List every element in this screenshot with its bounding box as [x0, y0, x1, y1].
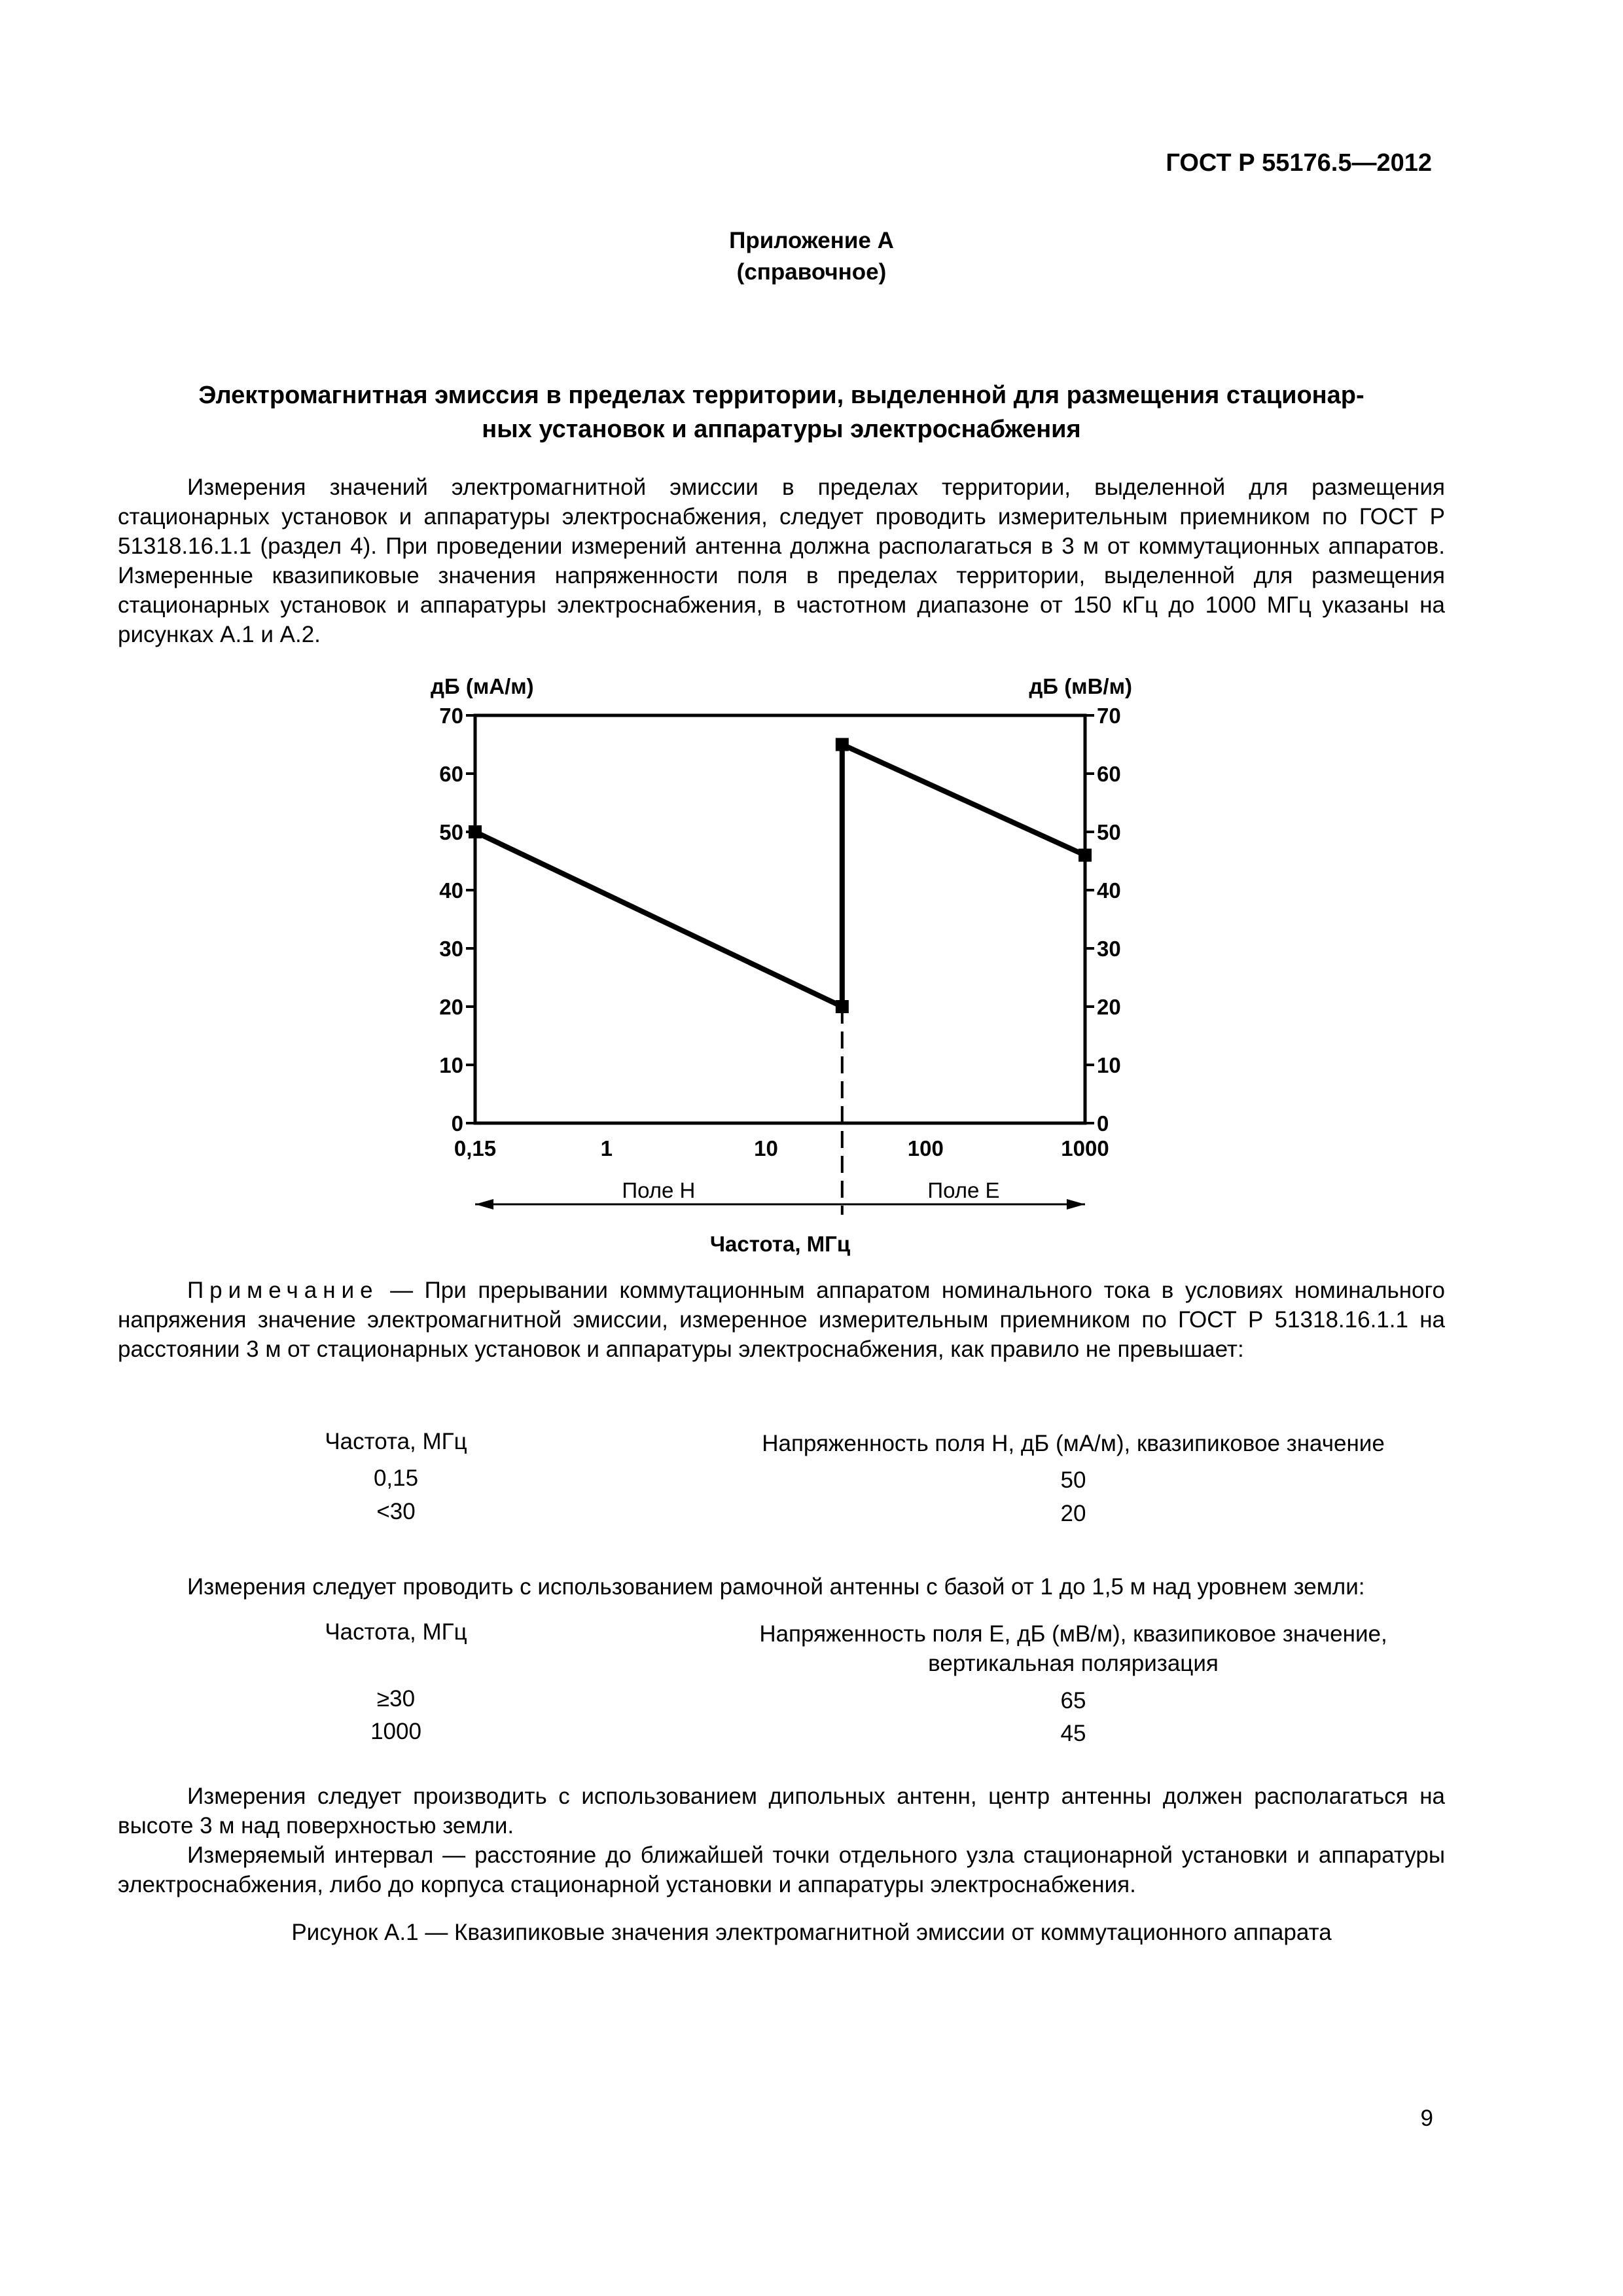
x-tick-label: 0,15 — [454, 1136, 497, 1160]
y-tick-label-right: 10 — [1097, 1053, 1121, 1077]
table1-row1-freq: 0,15 — [373, 1465, 419, 1491]
y-tick-label-left: 50 — [439, 820, 463, 844]
table1-col2-header: Напряженность поля Н, дБ (мА/м), квазипиковое значение — [762, 1431, 1385, 1456]
table1-row1-value: 50 — [1060, 1467, 1086, 1493]
data-point-marker — [469, 825, 482, 838]
page-number: 9 — [1420, 2106, 1433, 2131]
x-tick-label: 1 — [600, 1136, 613, 1160]
x-tick-label: 1000 — [1061, 1136, 1109, 1160]
table2-row1-value: 65 — [1060, 1688, 1086, 1713]
y-axis-right-label: дБ (мВ/м) — [1029, 674, 1132, 698]
y-tick-label-left: 20 — [439, 995, 463, 1019]
series-layer — [469, 738, 1092, 1014]
region-label-field-e: Поле Е — [927, 1178, 1000, 1202]
y-tick-label-left: 40 — [439, 878, 463, 903]
x-tick-label: 10 — [754, 1136, 778, 1160]
section-title-line-2: ных установок и аппаратуры электроснабжения — [482, 416, 1081, 443]
data-point-marker — [1079, 849, 1092, 862]
y-tick-label-left: 60 — [439, 762, 463, 786]
table2-col2-header-line-1: Напряженность поля Е, дБ (мВ/м), квазипиковое значение, — [759, 1621, 1387, 1647]
y-tick-label-right: 0 — [1097, 1111, 1109, 1136]
table1-col1-header: Частота, МГц — [325, 1429, 467, 1454]
note-text: — При прерывании коммутационным аппаратом номинального тока в условиях номинального напряжения значение электромагнитной эмиссии, измеренное измерительным приемником по ГОСТ Р 51318.16.1.1 на расстоянии 3 м от стационарных установок и аппаратуры электроснабжения, как правило не превышает: — [118, 1278, 1445, 1362]
appendix-subtitle: (справочное) — [736, 259, 887, 285]
region-label-field-h: Поле Н — [622, 1178, 696, 1202]
arrow-field-h-head — [475, 1199, 493, 1210]
data-point-marker — [836, 738, 849, 751]
table2-row2-freq: 1000 — [370, 1719, 421, 1744]
table2-col2-header-line-2: вертикальная поляризация — [928, 1651, 1219, 1676]
section-title-line-1: Электромагнитная эмиссия в пределах территории, выделенной для размещения стационар- — [198, 382, 1364, 409]
interval-text: Измеряемый интервал — расстояние до ближайшей точки отдельного узла стационарной установки и аппаратуры электроснабжения, либо до корпуса стационарной установки и аппаратуры электроснабжения. — [118, 1842, 1445, 1897]
document-code: ГОСТ Р 55176.5—2012 — [1166, 149, 1432, 177]
table1-row2-value: 20 — [1060, 1501, 1086, 1526]
y-tick-label-left: 70 — [439, 704, 463, 728]
note-lead: Примечание — [187, 1278, 379, 1303]
plot-frame — [475, 715, 1085, 1123]
arrow-field-e-head — [1067, 1199, 1085, 1210]
y-tick-label-left: 0 — [451, 1111, 463, 1136]
axis-ticks — [439, 704, 1120, 1160]
data-point-marker — [836, 1000, 849, 1013]
x-tick-label: 100 — [907, 1136, 944, 1160]
table1-row2-freq: <30 — [376, 1499, 416, 1524]
dipole-text: Измерения следует производить с использованием дипольных антенн, центр антенны должен располагаться на высоте 3 м над поверхностью земли. — [118, 1784, 1445, 1839]
table2-row1-freq: ≥30 — [376, 1686, 416, 1712]
y-tick-label-left: 30 — [439, 937, 463, 961]
y-tick-label-right: 50 — [1097, 820, 1121, 844]
y-tick-label-right: 20 — [1097, 995, 1121, 1019]
loop-antenna-text: Измерения следует проводить с использованием рамочной антенны с базой от 1 до 1,5 м над уровнем земли: — [187, 1574, 1365, 1600]
intro-paragraph: Измерения значений электромагнитной эмиссии в пределах территории, выделенной для размещения стационарных установок и аппаратуры электроснабжения, следует проводить измерительным приемником по ГОСТ Р 51318.16.1.1 (раздел 4). При проведении измерений антенна должна располагаться в 3 м от коммутационных аппаратов. Измеренные квазипиковые значения напряженности поля в пределах территории, выделенной для размещения стационарных установок и аппаратуры электроснабжения, в частотном диапазоне от 150 кГц до 1000 МГц указаны на рисунках А.1 и А.2. — [118, 475, 1445, 647]
appendix-title: Приложение А — [729, 228, 894, 253]
table2-col2-header — [681, 1619, 1466, 1678]
series-line — [475, 745, 1085, 1007]
figure-caption: Рисунок А.1 — Квазипиковые значения электромагнитной эмиссии от коммутационного аппарата — [291, 1920, 1332, 1945]
note-paragraph — [118, 1276, 1445, 1364]
y-tick-label-right: 40 — [1097, 878, 1121, 903]
table2-col1-header: Частота, МГц — [325, 1619, 467, 1645]
y-tick-label-right: 70 — [1097, 704, 1121, 728]
x-axis-label: Частота, МГц — [709, 1232, 851, 1256]
y-tick-label-right: 60 — [1097, 762, 1121, 786]
y-axis-left-label: дБ (мА/м) — [431, 674, 534, 698]
y-tick-label-left: 10 — [439, 1053, 463, 1077]
table2-row2-value: 45 — [1060, 1721, 1086, 1746]
y-tick-label-right: 30 — [1097, 937, 1121, 961]
